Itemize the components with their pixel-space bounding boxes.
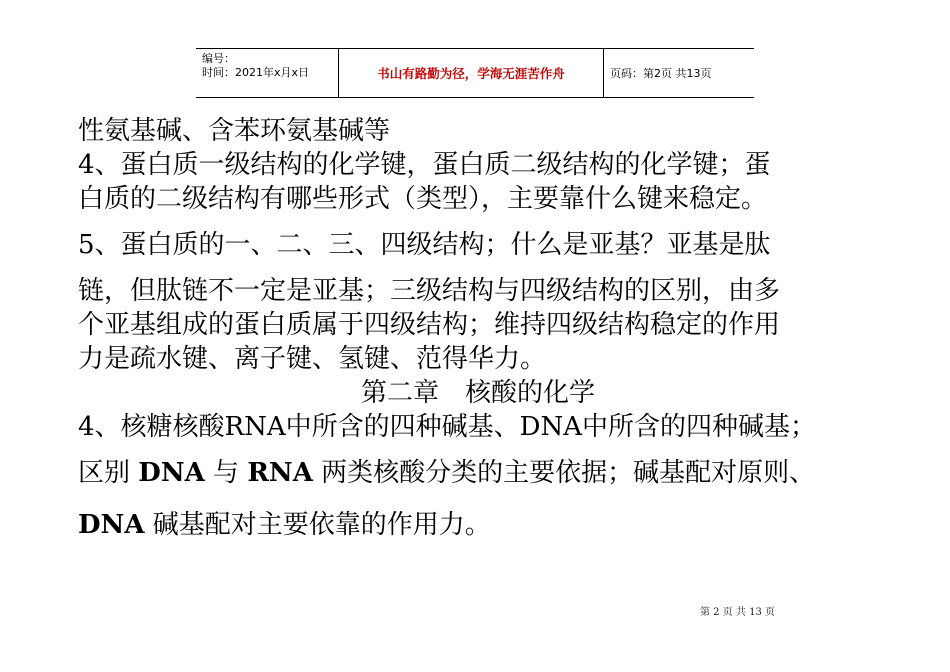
basis-dna: DNA bbox=[138, 458, 205, 488]
base-pairing-line bbox=[78, 508, 898, 542]
header-page-info: 页码：第2页 共13页 bbox=[610, 67, 712, 80]
body-line-2: 4、蛋白质一级结构的化学键，蛋白质二级结构的化学键；蛋 bbox=[78, 150, 771, 180]
document-body bbox=[78, 114, 898, 542]
body-line-5: 链，但肽链不一定是亚基；三级结构与四级结构的区别，由多 bbox=[78, 276, 781, 306]
classification-basis-line bbox=[78, 456, 898, 490]
chapter-title: 第二章 核酸的化学 bbox=[360, 378, 595, 408]
page-footer: 第 2 页 共 13 页 bbox=[700, 607, 775, 618]
rna-bases-line: 4、核糖核酸RNA中所含的四种碱基、DNA中所含的四种碱基； bbox=[78, 412, 817, 442]
body-line-3: 白质的二级结构有哪些形式（类型），主要靠什么键来稳定。 bbox=[78, 184, 768, 214]
basis-text-2: 与 bbox=[213, 458, 240, 488]
basis-text-1: 区别 bbox=[78, 458, 131, 488]
pair-dna: DNA bbox=[78, 510, 145, 540]
header-number-label: 编号： bbox=[202, 52, 235, 65]
body-line-6: 个亚基组成的蛋白质属于四级结构；维持四级结构稳定的作用 bbox=[78, 310, 781, 340]
body-line-1: 性氨基碱、含苯环氨基碱等 bbox=[78, 116, 391, 146]
basis-rna: RNA bbox=[247, 458, 313, 488]
body-line-7: 力是疏水键、离子键、氢键、范得华力。 bbox=[78, 344, 547, 374]
header-motto: 书山有路勤为径，学海无涯苦作舟 bbox=[338, 49, 604, 97]
body-line-4: 5、蛋白质的一、二、三、四级结构；什么是亚基？亚基是肽 bbox=[78, 230, 771, 260]
page-header bbox=[196, 48, 754, 98]
header-time-label: 时间：2021年x月x日 bbox=[202, 66, 310, 79]
basis-text-3: 两类核酸分类的主要依据；碱基配对原则、 bbox=[321, 458, 816, 488]
pair-text: 碱基配对主要依靠的作用力。 bbox=[152, 510, 491, 540]
header-meta bbox=[196, 49, 338, 97]
